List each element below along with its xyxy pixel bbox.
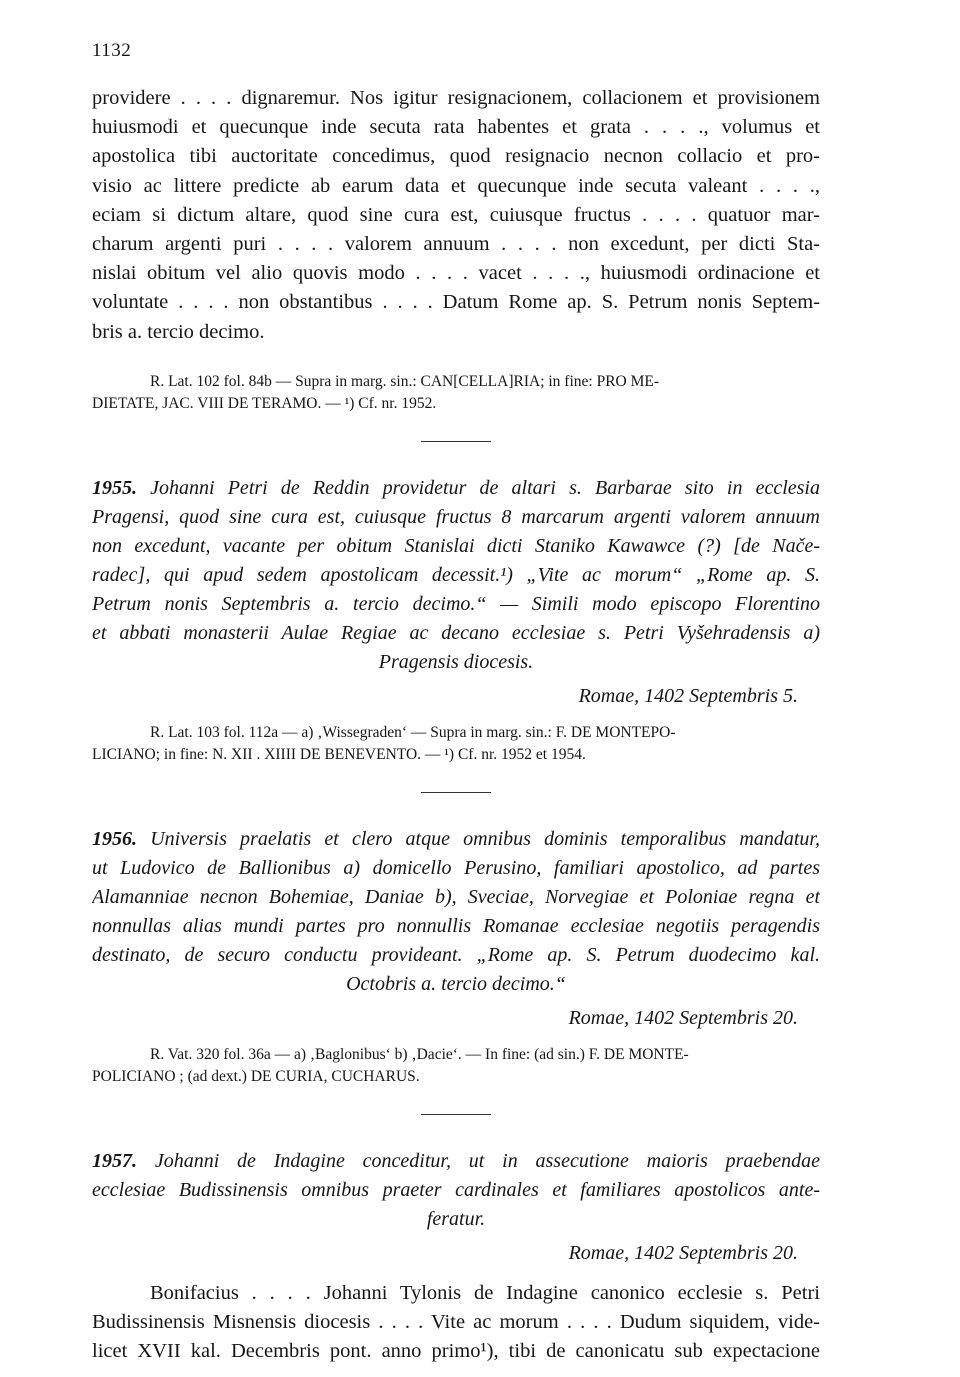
document-page	[92, 40, 820, 1366]
section-divider	[421, 1114, 491, 1115]
entry-body-1957	[92, 1279, 820, 1367]
source-line: POLICIANO ; (ad dext.) DE CURIA, CUCHARUS.	[92, 1067, 420, 1085]
source-note	[92, 722, 820, 766]
text-line: Bonifacius . . . . Johanni Tylonis de Indagine canonico ecclesie s. Petri	[150, 1281, 820, 1304]
entry-number: 1956.	[92, 827, 137, 850]
source-line: R. Vat. 320 fol. 36a — a) ‚Baglonibus‘ b) ‚Dacie‘. — In fine: (ad sin.) F. DE MONTE-	[150, 1045, 689, 1063]
dateline: Romae, 1402 Septembris 20.	[568, 1241, 798, 1264]
entry-number: 1957.	[92, 1149, 137, 1172]
dateline: Romae, 1402 Septembris 5.	[578, 684, 798, 707]
heading-line: feratur.	[426, 1207, 486, 1230]
entry-number: 1955.	[92, 476, 137, 499]
heading-line: destinato, de securo conductu provideant. „Rome ap. S. Petrum duodecimo kal.	[92, 943, 820, 966]
text-line: apostolica tibi auctoritate concedimus, quod resignacio necnon collacio et pro-	[92, 145, 820, 168]
intro-paragraph	[92, 84, 820, 347]
text-line: huiusmodi et quecunque inde secuta rata habentes et grata . . . ., volumus et	[92, 116, 820, 139]
source-note	[92, 371, 820, 415]
heading-line: radec], qui apud sedem apostolicam decessit.¹) „Vite ac morum“ „Rome ap. S.	[92, 563, 820, 586]
source-note	[92, 1044, 820, 1088]
heading-text: Johanni Petri de Reddin providetur de altari s. Barbarae sito in ecclesia	[137, 476, 820, 499]
source-line: R. Lat. 102 fol. 84b — Supra in marg. sin.: CAN[CELLA]RIA; in fine: PRO ME-	[150, 372, 660, 390]
heading-line: nonnullas alias mundi partes pro nonnullis Romanae ecclesiae negotiis peragendis	[92, 914, 820, 937]
heading-line	[92, 825, 820, 854]
text-line: Budissinensis Misnensis diocesis . . . . Vite ac morum . . . . Dudum siquidem, vide-	[92, 1311, 820, 1334]
source-line: DIETATE, JAC. VIII DE TERAMO. — ¹) Cf. nr. 1952.	[92, 394, 437, 412]
text-line: licet XVII kal. Decembris pont. anno primo¹), tibi de canonicatu sub expectacione	[92, 1340, 820, 1363]
heading-line: ecclesiae Budissinensis omnibus praeter cardinales et familiares apostolicos ante-	[92, 1178, 820, 1201]
heading-line: Pragensi, quod sine cura est, cuiusque fructus 8 marcarum argenti valorem annuum	[92, 505, 820, 528]
entry-heading-1955	[92, 474, 820, 677]
heading-line: non excedunt, vacante per obitum Stanislai dicti Staniko Kawawce (?) [de Nače-	[92, 534, 820, 557]
heading-line: ut Ludovico de Ballionibus a) domicello Perusino, familiari apostolico, ad partes	[92, 856, 820, 879]
heading-line	[92, 1147, 820, 1176]
text-line: voluntate . . . . non obstantibus . . . . Datum Rome ap. S. Petrum nonis Septem-	[92, 291, 820, 314]
text-line: bris a. tercio decimo.	[92, 320, 265, 343]
heading-text: Universis praelatis et clero atque omnibus dominis temporalibus mandatur,	[137, 827, 820, 850]
heading-line: et abbati monasterii Aulae Regiae ac decano ecclesiae s. Petri Vyšehradensis a)	[92, 621, 820, 644]
section-divider	[421, 441, 491, 442]
text-line: nislai obitum vel alio quovis modo . . . . vacet . . . ., huiusmodi ordinacione et	[92, 262, 820, 285]
source-line: R. Lat. 103 fol. 112a — a) ‚Wissegraden‘ — Supra in marg. sin.: F. DE MONTEPO-	[150, 723, 676, 741]
text-line: charum argenti puri . . . . valorem annuum . . . . non excedunt, per dicti Sta-	[92, 233, 820, 256]
page-number: 1132	[92, 40, 132, 61]
text-line: providere . . . . dignaremur. Nos igitur resignacionem, collacionem et provisionem	[92, 87, 820, 109]
section-divider	[421, 792, 491, 793]
entry-heading-1956	[92, 825, 820, 999]
text-line: eciam si dictum altare, quod sine cura est, cuiusque fructus . . . . quatuor mar-	[92, 203, 820, 226]
heading-line: Alamanniae necnon Bohemiae, Daniae b), Sveciae, Norvegiae et Poloniae regna et	[92, 885, 820, 908]
heading-line: Octobris a. tercio decimo.“	[346, 972, 566, 995]
entry-heading-1957	[92, 1147, 820, 1234]
heading-line: Pragensis diocesis.	[378, 650, 534, 673]
source-line: LICIANO; in fine: N. XII . XIIII DE BENEVENTO. — ¹) Cf. nr. 1952 et 1954.	[92, 745, 586, 763]
heading-text: Johanni de Indagine conceditur, ut in assecutione maioris praebendae	[137, 1149, 820, 1172]
text-line: visio ac littere predicte ab earum data et quecunque inde secuta valeant . . . .,	[92, 174, 820, 197]
dateline: Romae, 1402 Septembris 20.	[568, 1006, 798, 1029]
heading-line: Petrum nonis Septembris a. tercio decimo.“ — Simili modo episcopo Florentino	[92, 592, 820, 615]
heading-line	[92, 474, 820, 503]
